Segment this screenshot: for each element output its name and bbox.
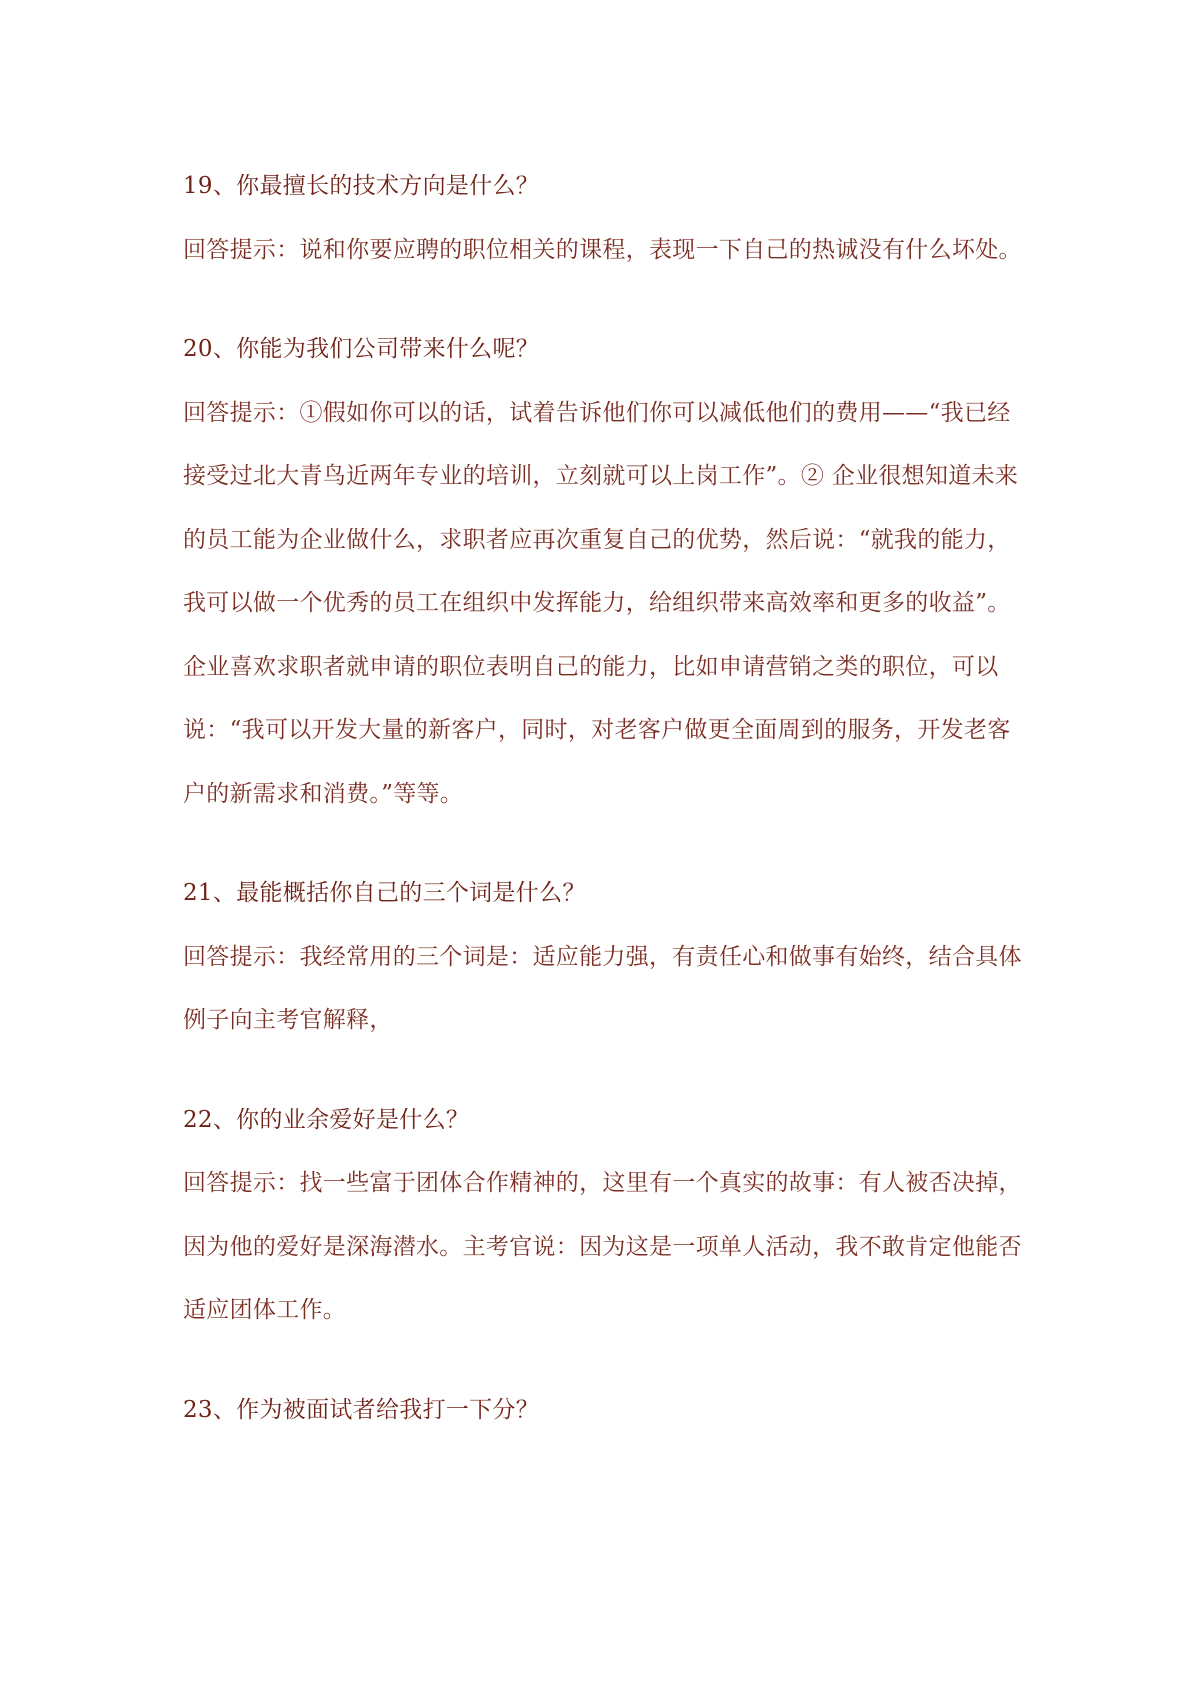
qa-item-22 xyxy=(183,1089,1033,1343)
answer-21: 回答提示：我经常用的三个词是：适应能力强，有责任心和做事有始终，结合具体例子向主考官解释， xyxy=(183,943,1022,1033)
qa-item-19 xyxy=(183,155,1033,282)
qa-item-21 xyxy=(183,862,1033,1053)
question-21: 21、最能概括你自己的三个词是什么？ xyxy=(183,880,586,906)
question-20: 20、你能为我们公司带来什么呢？ xyxy=(183,336,540,362)
document-body xyxy=(183,155,1033,1442)
question-19: 19、你最擅长的技术方向是什么？ xyxy=(183,173,540,199)
qa-item-20 xyxy=(183,318,1033,826)
question-22: 22、你的业余爱好是什么？ xyxy=(183,1106,470,1133)
answer-19: 回答提示：说和你要应聘的职位相关的课程，表现一下自己的热诚没有什么坏处。 xyxy=(183,236,1022,263)
question-23: 23、作为被面试者给我打一下分？ xyxy=(183,1396,540,1423)
answer-20: 回答提示：①假如你可以的话，试着告诉他们你可以减低他们的费用——“我已经接受过北大青鸟近两年专业的培训，立刻就可以上岗工作”。② 企业很想知道未来的员工能为企业做什么，求职者应再次重复自己的优势，然后说：“就我的能力，我可以做一个优秀的员工在组织中发挥能力，给组织带来高效率和更多的收益”。企业喜欢求职者就申请的职位表明自己的能力，比如申请营销之类的职位，可以说：“我可以开发大量的新客户，同时，对老客户做更全面周到的服务，开发老客户的新需求和消费。”等等。 xyxy=(183,399,1019,807)
qa-item-23 xyxy=(183,1379,1033,1443)
answer-22: 回答提示：找一些富于团体合作精神的，这里有一个真实的故事：有人被否决掉，因为他的爱好是深海潜水。主考官说：因为这是一项单人活动，我不敢肯定他能否适应团体工作。 xyxy=(183,1170,1022,1323)
